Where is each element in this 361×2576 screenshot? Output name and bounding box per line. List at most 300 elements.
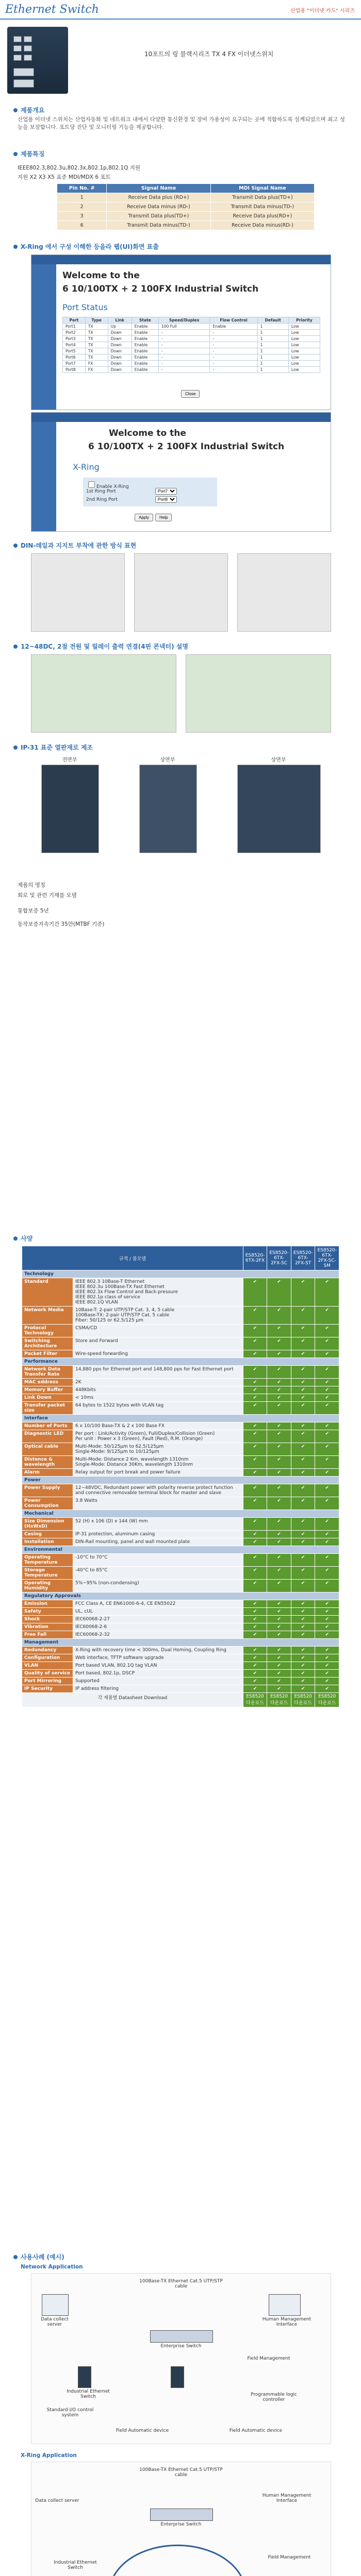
datasheet-download-link[interactable]: ES8520 다운로드 (267, 1693, 291, 1707)
spec-label: Distance & wavelength (22, 1456, 73, 1469)
spec-row (22, 1616, 339, 1623)
signal-table (57, 183, 315, 230)
support-check-icon: ✔ (291, 1662, 315, 1670)
product-title: 10포트의 링 블랙시리즈 TX 4 FX 이더넷스위치 (144, 50, 274, 58)
note-item: 회로 및 관련 기재를 모델 (18, 892, 77, 899)
spec-value: Relay output for port break and power failure (73, 1469, 243, 1477)
support-check-icon: ✔ (291, 1402, 315, 1415)
switch-icon (171, 2366, 184, 2388)
datasheet-download-link[interactable]: ES8520 다운로드 (315, 1693, 339, 1707)
bullet-icon (13, 645, 18, 649)
section-spec: 사양 (13, 1234, 32, 1243)
support-check-icon: ✔ (291, 1631, 315, 1639)
support-check-icon: ✔ (291, 1623, 315, 1631)
support-check-icon: ✔ (267, 1278, 291, 1307)
support-check-icon: ✔ (243, 1677, 267, 1685)
ring-port2-select[interactable] (155, 496, 177, 503)
welcome-text: Welcome to the (62, 270, 140, 281)
table-row: 6 Transmit Data minus(TD-) Receive Data minus(RD-) (57, 221, 315, 230)
table-row: Port2 TX Down Enable - - 1 Low (63, 330, 320, 336)
spec-label: Port Mirroring (22, 1677, 73, 1685)
support-check-icon: ✔ (267, 1567, 291, 1580)
spec-row (22, 1554, 339, 1567)
spec-value: DIN-Rail mounting, panel and wall mounted plate (73, 1538, 243, 1546)
spec-value: Store and Forward (73, 1337, 243, 1350)
support-check-icon: ✔ (291, 1456, 315, 1469)
enable-xring[interactable]: Enable X-Ring (86, 480, 129, 489)
support-check-icon: ✔ (267, 1677, 291, 1685)
model-header: ES8520-6TX-2FX (243, 1246, 267, 1270)
support-check-icon: ✔ (243, 1484, 267, 1497)
spec-row (22, 1497, 339, 1510)
xring-loop (109, 2545, 246, 2576)
support-check-icon: ✔ (267, 1443, 291, 1456)
signal-header: Signal Name (107, 184, 211, 193)
dinrail-photos (31, 553, 330, 631)
support-check-icon: ✔ (315, 1443, 339, 1456)
spec-value: IEC60068-2-27 (73, 1616, 243, 1623)
monitor-icon (269, 2294, 301, 2316)
spec-group-row: Management (22, 1639, 339, 1647)
header (0, 0, 361, 20)
spec-value: IEEE 802.3 10Base-T Ethernet IEEE 802.3u 100Base-TX Fast Ethernet IEEE 802.3x Flow Control and Back-pressure IEEE 802.1p class of service IEEE 802.1Q VLAN (73, 1278, 243, 1307)
bullet-icon (13, 152, 18, 156)
spec-value: FCC Class A, CE EN61000-6-4, CE EN55022 (73, 1600, 243, 1608)
table-row: Port6 TX Down Enable - - 1 Low (63, 354, 320, 361)
terminal-photos (31, 654, 330, 732)
support-check-icon: ✔ (291, 1518, 315, 1531)
section-terminal: 12~48DC, 2점 전원 및 릴레이 출력 연결(4핀 콘넥터) 설명 (13, 642, 188, 651)
front-photo (41, 765, 99, 853)
spec-label: MAC address (22, 1379, 73, 1386)
enterprise-switch-icon (150, 2330, 213, 2343)
support-check-icon: ✔ (243, 1469, 267, 1477)
table-row: 1 Receive Data plus (RD+) Transmit Data plus(TD+) (57, 193, 315, 202)
support-check-icon: ✔ (243, 1350, 267, 1358)
bullet-icon (13, 245, 18, 249)
support-check-icon: ✔ (243, 1685, 267, 1693)
table-row: Port4 TX Down Enable - - 1 Low (63, 342, 320, 348)
photo-label: 상면부 (160, 757, 175, 763)
support-check-icon: ✔ (291, 1554, 315, 1567)
support-check-icon: ✔ (315, 1600, 339, 1608)
spec-row (22, 1307, 339, 1325)
support-check-icon: ✔ (267, 1670, 291, 1677)
support-check-icon: ✔ (315, 1307, 339, 1325)
support-check-icon: ✔ (267, 1386, 291, 1394)
spec-label: Configuration (22, 1654, 73, 1662)
section-intro: 제품개요 (13, 106, 44, 114)
ring-port1-label: 1st Ring Port (86, 489, 116, 494)
support-check-icon: ✔ (267, 1402, 291, 1415)
ring-port1-select[interactable] (155, 488, 177, 495)
support-check-icon: ✔ (315, 1580, 339, 1592)
support-check-icon: ✔ (291, 1647, 315, 1654)
enable-xring-checkbox[interactable] (88, 481, 95, 488)
spec-label: Storage Temperature (22, 1567, 73, 1580)
support-check-icon: ✔ (267, 1554, 291, 1567)
support-check-icon: ✔ (243, 1670, 267, 1677)
spec-value: 10Base-T: 2-pair UTP/STP Cat. 3, 4, 5 cable 100Base-TX: 2-pair UTP/STP Cat. 5 cable Fiber: 50/125 or 62.5/125 μm (73, 1307, 243, 1325)
support-check-icon: ✔ (243, 1379, 267, 1386)
spec-row (22, 1278, 339, 1307)
support-check-icon: ✔ (243, 1394, 267, 1402)
support-check-icon: ✔ (267, 1394, 291, 1402)
section-dinrail: DIN-레일과 지지트 부착에 관한 방식 표현 (13, 541, 136, 550)
spec-label: Operating Temperature (22, 1554, 73, 1567)
support-check-icon: ✔ (267, 1608, 291, 1616)
support-check-icon: ✔ (315, 1422, 339, 1430)
table-row: Port7 FX Down Enable - - 1 Low (63, 361, 320, 367)
dinrail-photo (237, 553, 331, 632)
support-check-icon: ✔ (243, 1580, 267, 1592)
spec-row (22, 1386, 339, 1394)
support-check-icon: ✔ (315, 1386, 339, 1394)
spec-label: Transfer packet size (22, 1402, 73, 1415)
port-status-screenshot (31, 255, 331, 410)
spec-value: Multi-Mode: Distance 2 Km, wavelength 1310nm Single-Mode: Distance 30Km, wavelength 1310nm (73, 1456, 243, 1469)
spec-value: 6 x 10/100 Base-TX & 2 x 100 Base FX (73, 1422, 243, 1430)
support-check-icon: ✔ (267, 1531, 291, 1538)
support-check-icon: ✔ (267, 1600, 291, 1608)
intro-text: 산업용 이더넷 스위치는 산업자동화 및 네트워크 내에서 다양한 통신환경 및 장비 가용성이 요구되는 곳에 적합하도록 설계되었으며 최고 성능을 보장합니다. 포트당 진단 및 모니터링 기능을 제공합니다. (18, 116, 345, 130)
spec-label: Emission (22, 1600, 73, 1608)
spec-value: 14,880 pps for Ethernet port and 148,800 pps for Fast Ethernet port (73, 1366, 243, 1379)
spec-value: UL, cUL (73, 1608, 243, 1616)
support-check-icon: ✔ (267, 1616, 291, 1623)
terminal-photo (31, 654, 176, 733)
spec-value: 448Kbits (73, 1386, 243, 1394)
spec-row (22, 1567, 339, 1580)
table-row: Port8 FX Down Enable - - 1 Low (63, 367, 320, 373)
support-check-icon: ✔ (243, 1567, 267, 1580)
support-check-icon: ✔ (243, 1278, 267, 1307)
spec-value: Port based VLAN, 802.1Q tag VLAN (73, 1662, 243, 1670)
support-check-icon: ✔ (243, 1608, 267, 1616)
support-check-icon: ✔ (315, 1366, 339, 1379)
model-header: ES8520-6TX-2FX-SC (267, 1246, 291, 1270)
support-check-icon: ✔ (267, 1631, 291, 1639)
port-status-table: Port Type Link State Speed/Duplex Flow Control Default Priority Port1 TX Up Enable 100 Full Enable 1 Low Port2 TX Down Enable - - 1 Low Port3 TX Down Enable - - 1 Low Port4 TX Down Enable - - 1 Low Port5 TX Down Enable - - 1 Low Port6 TX Down Enable - - 1 Low Port7 FX Down Enable - - 1 Low Port8 FX Down Enable - - 1 Low (62, 317, 320, 373)
support-check-icon: ✔ (291, 1608, 315, 1616)
signal-header: MDI Signal Name (210, 184, 314, 193)
spec-label: VLAN (22, 1662, 73, 1670)
top-photo (139, 765, 197, 853)
support-check-icon: ✔ (291, 1567, 315, 1580)
spec-row (22, 1654, 339, 1662)
spec-value: 2K (73, 1379, 243, 1386)
support-check-icon: ✔ (315, 1538, 339, 1546)
support-check-icon: ✔ (267, 1456, 291, 1469)
support-check-icon: ✔ (291, 1386, 315, 1394)
support-check-icon: ✔ (243, 1647, 267, 1654)
support-check-icon: ✔ (291, 1422, 315, 1430)
support-check-icon: ✔ (243, 1616, 267, 1623)
support-check-icon: ✔ (315, 1337, 339, 1350)
support-check-icon: ✔ (243, 1430, 267, 1443)
spec-label: Power Supply (22, 1484, 73, 1497)
support-check-icon: ✔ (291, 1685, 315, 1693)
support-check-icon: ✔ (315, 1350, 339, 1358)
spec-row (22, 1631, 339, 1639)
spec-label: Network Data Transfer Rate (22, 1366, 73, 1379)
spec-value: Supported (73, 1677, 243, 1685)
support-check-icon: ✔ (315, 1531, 339, 1538)
spec-value: < 10ms (73, 1394, 243, 1402)
support-check-icon: ✔ (243, 1325, 267, 1337)
support-check-icon: ✔ (243, 1386, 267, 1394)
note-item: 제품의 명칭 (18, 882, 46, 888)
switch-icon (78, 2366, 91, 2388)
support-check-icon: ✔ (243, 1456, 267, 1469)
support-check-icon: ✔ (291, 1337, 315, 1350)
support-check-icon: ✔ (243, 1554, 267, 1567)
spec-label: Protocol Technology (22, 1325, 73, 1337)
support-check-icon: ✔ (243, 1623, 267, 1631)
close-button[interactable]: Close (181, 390, 200, 398)
note-item: 통합보증 5년 (18, 908, 49, 914)
support-check-icon: ✔ (267, 1325, 291, 1337)
support-check-icon: ✔ (315, 1623, 339, 1631)
terminal-photo (186, 654, 331, 733)
support-check-icon: ✔ (315, 1518, 339, 1531)
support-check-icon: ✔ (243, 1307, 267, 1325)
spec-row (22, 1670, 339, 1677)
brand-logo[interactable]: Ethernet Switch (5, 3, 99, 16)
product-image (7, 27, 68, 94)
support-check-icon: ✔ (243, 1631, 267, 1639)
spec-row (22, 1623, 339, 1631)
support-check-icon: ✔ (267, 1469, 291, 1477)
bullet-icon (13, 2255, 18, 2259)
spec-label: Redundancy (22, 1647, 73, 1654)
table-row: Port5 TX Down Enable - - 1 Low (63, 348, 320, 354)
support-check-icon: ✔ (291, 1538, 315, 1546)
support-check-icon: ✔ (291, 1654, 315, 1662)
spec-label: Diagnostic LED (22, 1430, 73, 1443)
support-check-icon: ✔ (291, 1307, 315, 1325)
spec-value: IP-31 protection, aluminum casing (73, 1531, 243, 1538)
xring-screenshot (31, 412, 331, 532)
datasheet-download-link[interactable]: ES8520 다운로드 (291, 1693, 315, 1707)
spec-value: -40°C to 85°C (73, 1567, 243, 1580)
support-check-icon: ✔ (315, 1497, 339, 1510)
support-check-icon: ✔ (315, 1430, 339, 1443)
spec-group-row: Power (22, 1477, 339, 1484)
spec-group-row: Technology (22, 1270, 339, 1278)
dinrail-photo (31, 553, 125, 632)
support-check-icon: ✔ (267, 1350, 291, 1358)
spec-row (22, 1366, 339, 1379)
model-text: 6 10/100TX + 2 100FX Industrial Switch (62, 284, 259, 294)
support-check-icon: ✔ (243, 1654, 267, 1662)
spec-label: Number of Ports (22, 1422, 73, 1430)
welcome-text: Welcome to the (109, 428, 186, 438)
support-check-icon: ✔ (291, 1670, 315, 1677)
spec-value: Wire-speed forwarding (73, 1350, 243, 1358)
support-check-icon: ✔ (315, 1616, 339, 1623)
spec-value: Per port : Link/Activity (Green), Full/Duplex/Collision (Green) Per unit : Power x 3 (Green), Fault (Red), R.M. (Orange) (73, 1430, 243, 1443)
spec-row (22, 1325, 339, 1337)
xring-title: X-Ring (73, 462, 100, 472)
support-check-icon: ✔ (315, 1677, 339, 1685)
bullet-icon (13, 1236, 18, 1241)
support-check-icon: ✔ (315, 1278, 339, 1307)
spec-label: Memory Buffer (22, 1386, 73, 1394)
spec-label: Network Media (22, 1307, 73, 1325)
support-check-icon: ✔ (243, 1518, 267, 1531)
support-check-icon: ✔ (243, 1600, 267, 1608)
spec-value: IP address filtering (73, 1685, 243, 1693)
support-check-icon: ✔ (267, 1422, 291, 1430)
spec-row (22, 1469, 339, 1477)
spec-value: -10°C to 70°C (73, 1554, 243, 1567)
enterprise-switch-icon (150, 2509, 213, 2521)
table-row: Port3 TX Down Enable - - 1 Low (63, 336, 320, 342)
support-check-icon: ✔ (315, 1379, 339, 1386)
support-check-icon: ✔ (267, 1623, 291, 1631)
spec-label: Quality of service (22, 1670, 73, 1677)
spec-row (22, 1430, 339, 1443)
server-icon (42, 2294, 69, 2316)
spec-label: Operating Humidity (22, 1580, 73, 1592)
hero (0, 22, 361, 99)
support-check-icon: ✔ (315, 1554, 339, 1567)
spec-label: Installation (22, 1538, 73, 1546)
support-check-icon: ✔ (291, 1366, 315, 1379)
spec-label: Switching Architecture (22, 1337, 73, 1350)
support-check-icon: ✔ (267, 1337, 291, 1350)
support-check-icon: ✔ (315, 1456, 339, 1469)
bullet-icon (13, 544, 18, 548)
feature-item: 지원 X2 X3 X5 표준 MDI/MDX 6 포트 (18, 174, 111, 180)
support-check-icon: ✔ (291, 1531, 315, 1538)
support-check-icon: ✔ (267, 1654, 291, 1662)
spec-label: Safety (22, 1608, 73, 1616)
support-check-icon: ✔ (243, 1337, 267, 1350)
support-check-icon: ✔ (291, 1497, 315, 1510)
spec-label: Casing (22, 1531, 73, 1538)
ring-port2-label: 2nd Ring Port (86, 497, 118, 502)
support-check-icon: ✔ (291, 1443, 315, 1456)
support-check-icon: ✔ (243, 1402, 267, 1415)
support-check-icon: ✔ (267, 1662, 291, 1670)
spec-label: IP Security (22, 1685, 73, 1693)
spec-row (22, 1538, 339, 1546)
support-check-icon: ✔ (267, 1379, 291, 1386)
spec-label: Alarm (22, 1469, 73, 1477)
section-ring-ui: X-Ring 에서 구성 이해한 등을라 웹(UI)화면 표출 (13, 242, 159, 251)
spec-row (22, 1677, 339, 1685)
datasheet-download-link[interactable]: ES8520 다운로드 (243, 1693, 267, 1707)
support-check-icon: ✔ (267, 1484, 291, 1497)
support-check-icon: ✔ (243, 1538, 267, 1546)
network-app-diagram: 100Base-TX Ethernet Cat.5 UTP/STP cable Data collect server Human Management Interface Enterprise Switch Industrial Ethernet Switch Field Management Programmable logic controller Standard I/O control system Field Automatic device Field Automatic device (31, 2273, 331, 2444)
spec-table (22, 1246, 339, 1707)
support-check-icon: ✔ (267, 1647, 291, 1654)
spec-value: 52 (H) x 106 (D) x 144 (W) mm (73, 1518, 243, 1531)
support-check-icon: ✔ (315, 1654, 339, 1662)
spec-value: IEC60068-2-32 (73, 1631, 243, 1639)
header-tagline: 산업용 "이더넷 카드" 시리즈 (290, 8, 355, 14)
port-status-title: Port Status (62, 302, 108, 312)
download-label: 각 제품별 Datasheet Download (22, 1693, 243, 1707)
spec-value: IEC60068-2-6 (73, 1623, 243, 1631)
support-check-icon: ✔ (291, 1325, 315, 1337)
support-check-icon: ✔ (291, 1469, 315, 1477)
support-check-icon: ✔ (315, 1631, 339, 1639)
spec-group-row: Performance (22, 1358, 339, 1366)
dinrail-photo (134, 553, 228, 632)
support-check-icon: ✔ (243, 1497, 267, 1510)
spec-group-row: Mechanical (22, 1510, 339, 1518)
model-text: 6 10/100TX + 2 100FX Industrial Switch (88, 442, 285, 452)
apply-button[interactable]: Apply (135, 514, 153, 521)
spec-row (22, 1394, 339, 1402)
spec-row (22, 1685, 339, 1693)
section-ip31: IP-31 표준 열판재로 제조 (13, 743, 93, 752)
xring-app-title: X-Ring Application (21, 2452, 77, 2459)
support-check-icon: ✔ (315, 1469, 339, 1477)
spec-label: Optical cable (22, 1443, 73, 1456)
table-row: Port1 TX Up Enable 100 Full Enable 1 Low (63, 324, 320, 330)
spec-value: X-Ring with recovery time < 300ms, Dual Homing, Coupling Ring (73, 1647, 243, 1654)
support-check-icon: ✔ (315, 1608, 339, 1616)
ip31-photos (31, 755, 330, 858)
spec-group-row: Environmental (22, 1546, 339, 1554)
bullet-icon (13, 108, 18, 112)
spec-label: Vibration (22, 1623, 73, 1631)
support-check-icon: ✔ (267, 1430, 291, 1443)
support-check-icon: ✔ (243, 1662, 267, 1670)
support-check-icon: ✔ (291, 1600, 315, 1608)
spec-row (22, 1484, 339, 1497)
table-row: 2 Receive Data minus (RD-) Transmit Data minus(TD-) (57, 202, 315, 212)
spec-label: Size Dimension (HxWxD) (22, 1518, 73, 1531)
support-check-icon: ✔ (291, 1484, 315, 1497)
spec-value: Port based, 802.1p, DSCP (73, 1670, 243, 1677)
support-check-icon: ✔ (267, 1538, 291, 1546)
spec-row (22, 1600, 339, 1608)
spec-row (22, 1402, 339, 1415)
spec-row (22, 1647, 339, 1654)
spec-header: 규격 / 품모델 (22, 1246, 243, 1270)
xring-form (83, 478, 217, 506)
spec-row (22, 1518, 339, 1531)
spec-value: Multi-Mode: 50/125μm to 62.5/125μm Single-Mode: 9/125μm to 10/125μm (73, 1443, 243, 1456)
section-app: 사용사례 (예시) (13, 2252, 64, 2261)
support-check-icon: ✔ (243, 1443, 267, 1456)
spec-row (22, 1379, 339, 1386)
support-check-icon: ✔ (315, 1685, 339, 1693)
support-check-icon: ✔ (291, 1580, 315, 1592)
support-check-icon: ✔ (291, 1394, 315, 1402)
feature-item: IEEE802.3,802.3u,802.3x,802.1p,802.1Q 지원 (18, 165, 141, 171)
spec-label: Standard (22, 1278, 73, 1307)
spec-label: Power Consumption (22, 1497, 73, 1510)
support-check-icon: ✔ (291, 1616, 315, 1623)
spec-label: Shock (22, 1616, 73, 1623)
photo-label: 상면부 (271, 757, 286, 763)
support-check-icon: ✔ (243, 1422, 267, 1430)
support-check-icon: ✔ (315, 1567, 339, 1580)
support-check-icon: ✔ (315, 1402, 339, 1415)
support-check-icon: ✔ (243, 1366, 267, 1379)
support-check-icon: ✔ (267, 1580, 291, 1592)
spec-value: 64 bytes to 1522 bytes with VLAN tag (73, 1402, 243, 1415)
help-button[interactable]: Help (155, 514, 172, 521)
top-photo (237, 765, 321, 853)
